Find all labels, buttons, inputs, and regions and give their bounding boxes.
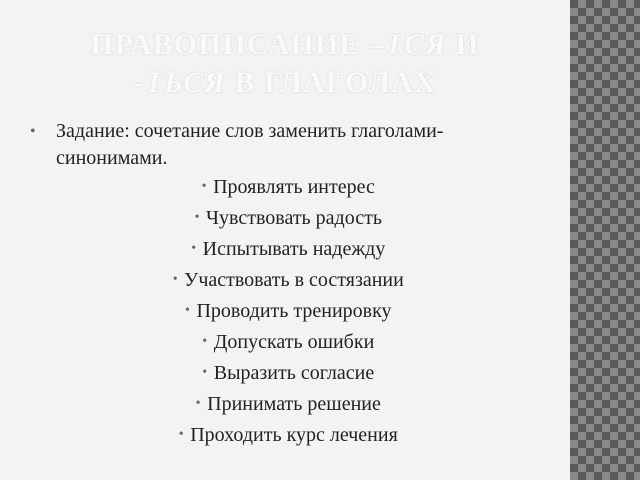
task-paragraph — [30, 118, 536, 172]
list-item-text: Выразить согласие — [213, 362, 375, 384]
list-item — [0, 420, 570, 450]
list-item — [0, 234, 570, 264]
bullet-icon: • — [191, 241, 197, 256]
task-text: Задание: сочетание слов заменить глаголами-синонимами. — [56, 120, 444, 169]
list-item-text: Принимать решение — [207, 393, 381, 415]
bullet-icon: • — [202, 365, 208, 380]
list-item — [0, 265, 570, 295]
list-item — [0, 296, 570, 326]
title-part: ПРАВОПИСАНИЕ – — [90, 28, 385, 61]
list-item-text: Проводить тренировку — [196, 300, 392, 322]
title-part-italic: ТСЯ — [384, 28, 447, 61]
list-item — [0, 172, 570, 202]
bullet-icon: • — [194, 210, 200, 225]
list-item — [0, 389, 570, 419]
title-part: В ГЛАГОЛАХ — [225, 66, 437, 99]
list-item-text: Участвовать в состязании — [184, 269, 404, 291]
title-part-italic: ТЬСЯ — [144, 66, 226, 99]
bullet-icon: • — [178, 427, 184, 442]
bullet-icon: • — [195, 396, 201, 411]
decorative-pattern-sidebar — [570, 0, 640, 480]
list-item-text: Проявлять интерес — [213, 176, 375, 198]
list-item-text: Проходить курс лечения — [190, 424, 398, 446]
title-line-1 — [0, 26, 570, 64]
bullet-icon: • — [172, 272, 178, 287]
title-line-2 — [0, 64, 570, 102]
bullet-icon: • — [185, 303, 190, 318]
bullet-icon: • — [30, 123, 36, 140]
list-item — [0, 358, 570, 388]
slide-title — [0, 26, 570, 102]
bullet-icon: • — [202, 334, 208, 349]
list-item-text: Испытывать надежду — [202, 238, 386, 260]
list-item-text: Чувствовать радость — [206, 207, 382, 229]
bullet-icon: • — [201, 179, 207, 194]
title-part: И — [446, 28, 480, 61]
title-part: - — [133, 66, 145, 99]
list-item — [0, 203, 570, 233]
list-item — [0, 327, 570, 357]
list-item-text: Допускать ошибки — [213, 331, 375, 353]
